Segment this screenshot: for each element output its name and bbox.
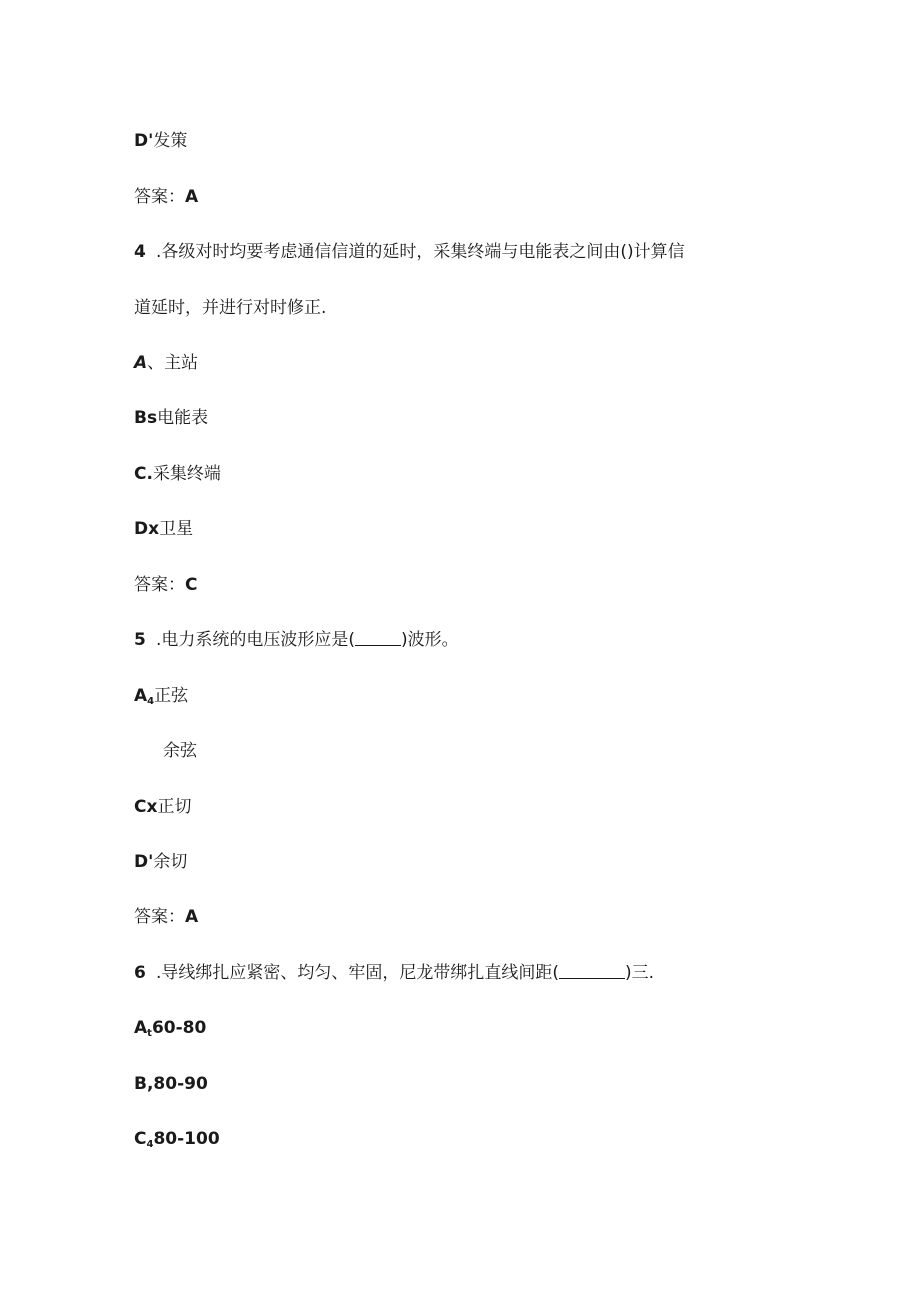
option-label: D' [134,852,154,872]
q5-option-d [134,851,187,873]
question-stem-before: .电力系统的电压波形应是( [156,630,356,650]
q4-stem-line1 [134,241,685,263]
answer-label: 答案： [134,907,185,927]
q4-option-d [134,518,193,540]
q4-answer [134,574,197,596]
answer-label: 答案： [134,575,185,595]
option-text: 电能表 [157,408,209,428]
q6-option-c [134,1128,220,1156]
option-label-subscript: 4 [146,1139,154,1150]
answer-value: A [185,907,199,927]
question-stem-before: .导线绑扎应紧密、均匀、牢固，尼龙带绑扎直线间距( [156,963,560,983]
option-label: Dx [134,519,160,539]
q4-option-b [134,407,208,429]
option-label: Bs [134,408,158,428]
option-text: 卫星 [159,519,194,539]
question-stem: .各级对时均要考虑通信信道的延时，采集终端与电能表之间由()计算信 [156,242,685,262]
option-text: 80-90 [153,1074,208,1094]
q5-option-c [134,796,191,818]
option-label-subscript: t [147,1028,152,1039]
q4-option-a [134,352,198,374]
option-text: 正弦 [154,686,189,706]
option-text: 60-80 [151,1018,207,1038]
question-number: 6 [134,963,146,983]
option-label: A [134,353,148,373]
option-label: A [134,686,148,706]
q5-option-a [134,685,188,713]
answer-label: 答案： [134,187,185,207]
answer-blank [559,964,625,979]
option-label: Cx [134,797,158,817]
option-text: 余弦 [163,741,197,761]
option-text: 正切 [157,797,192,817]
q5-stem [134,629,459,651]
q4-option-c [134,463,221,485]
option-label: D' [134,131,154,151]
option-label: C [134,1129,147,1149]
question-number: 4 [134,242,146,262]
question-stem-continued: 道延时，并进行对时修正. [134,298,327,318]
option-label: C. [134,464,153,484]
q6-stem [134,962,654,984]
option-label-subscript: 4 [147,696,155,707]
option-text: 发策 [153,131,188,151]
question-number: 5 [134,630,146,650]
q3-option-d [134,130,187,152]
option-text: 80-100 [153,1129,220,1149]
option-label: B, [134,1074,154,1094]
question-stem-after: )三. [625,963,655,983]
q4-stem-line2 [134,297,326,319]
option-text: 、主站 [147,353,199,373]
option-text: 余切 [153,852,188,872]
answer-value: A [185,187,199,207]
q5-answer [134,906,198,928]
answer-blank [355,631,401,646]
q3-answer [134,186,198,208]
answer-value: C [185,575,198,595]
question-stem-after: )波形。 [401,630,459,650]
q6-option-b [134,1073,208,1095]
option-text: 采集终端 [152,464,221,484]
option-label: A [134,1018,148,1038]
q5-option-b [163,740,197,762]
q6-option-a [134,1017,206,1045]
